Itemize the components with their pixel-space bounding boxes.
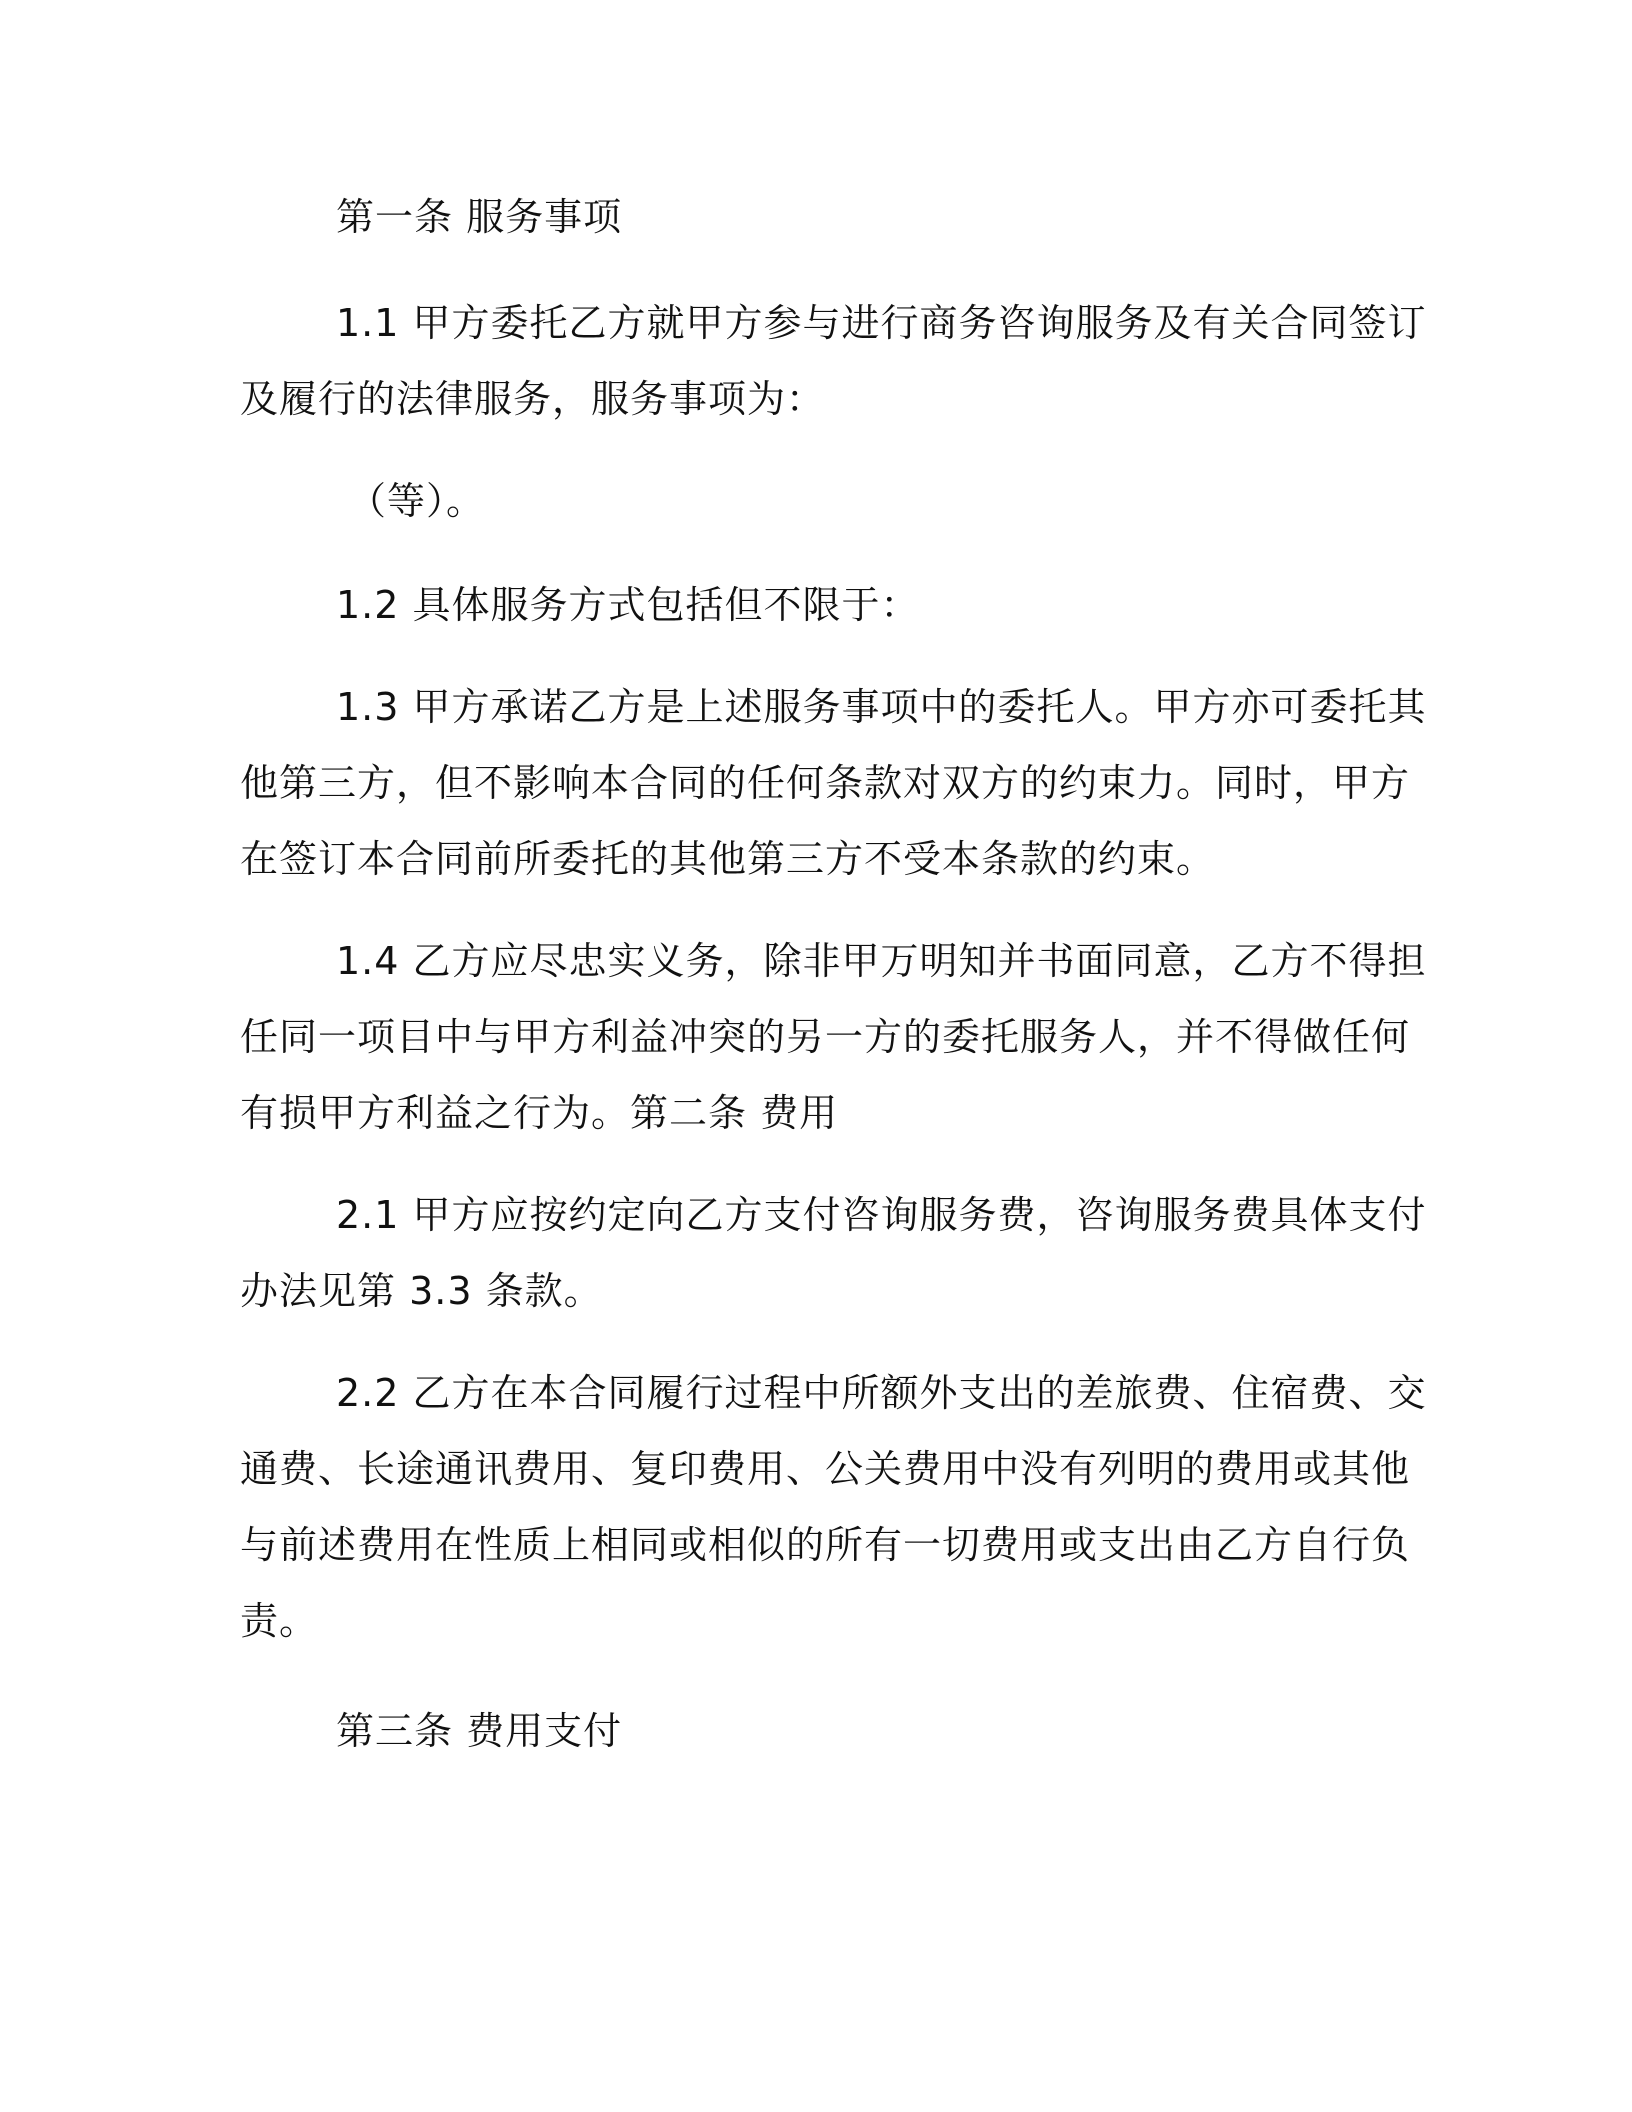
paragraph-1-1-line-1: 1.1 甲方委托乙方就甲方参与进行商务咨询服务及有关合同签订 xyxy=(336,301,1427,345)
heading-article-3: 第三条 费用支付 xyxy=(336,1709,623,1753)
paragraph-1-2: 1.2 具体服务方式包括但不限于： xyxy=(336,583,920,627)
paragraph-2-1-line-2: 办法见第 3.3 条款。 xyxy=(240,1269,603,1313)
paragraph-2-2-line-3: 与前述费用在性质上相同或相似的所有一切费用或支出由乙方自行负 xyxy=(240,1523,1411,1567)
paragraph-1-3-line-1: 1.3 甲方承诺乙方是上述服务事项中的委托人。甲方亦可委托其 xyxy=(336,685,1427,729)
paragraph-1-1-line-2: 及履行的法律服务，服务事项为： xyxy=(240,377,826,421)
paragraph-1-3-line-3: 在签订本合同前所委托的其他第三方不受本条款的约束。 xyxy=(240,837,1216,881)
paragraph-1-4-line-1: 1.4 乙方应尽忠实义务，除非甲万明知并书面同意，乙方不得担 xyxy=(336,939,1427,983)
paragraph-2-1-line-1: 2.1 甲方应按约定向乙方支付咨询服务费，咨询服务费具体支付 xyxy=(336,1193,1427,1237)
paragraph-1-4-line-2: 任同一项目中与甲方利益冲突的另一方的委托服务人，并不得做任何 xyxy=(240,1015,1411,1059)
paragraph-1-1-etc: （等）。 xyxy=(348,479,486,523)
heading-article-1: 第一条 服务事项 xyxy=(336,195,623,239)
paragraph-2-2-line-2: 通费、长途通讯费用、复印费用、公关费用中没有列明的费用或其他 xyxy=(240,1447,1411,1491)
paragraph-2-2-line-1: 2.2 乙方在本合同履行过程中所额外支出的差旅费、住宿费、交 xyxy=(336,1371,1427,1415)
paragraph-2-2-line-4: 责。 xyxy=(240,1599,319,1643)
paragraph-1-4-line-3: 有损甲方利益之行为。第二条 费用 xyxy=(240,1091,839,1135)
paragraph-1-3-line-2: 他第三方，但不影响本合同的任何条款对双方的约束力。同时，甲方 xyxy=(240,761,1411,805)
